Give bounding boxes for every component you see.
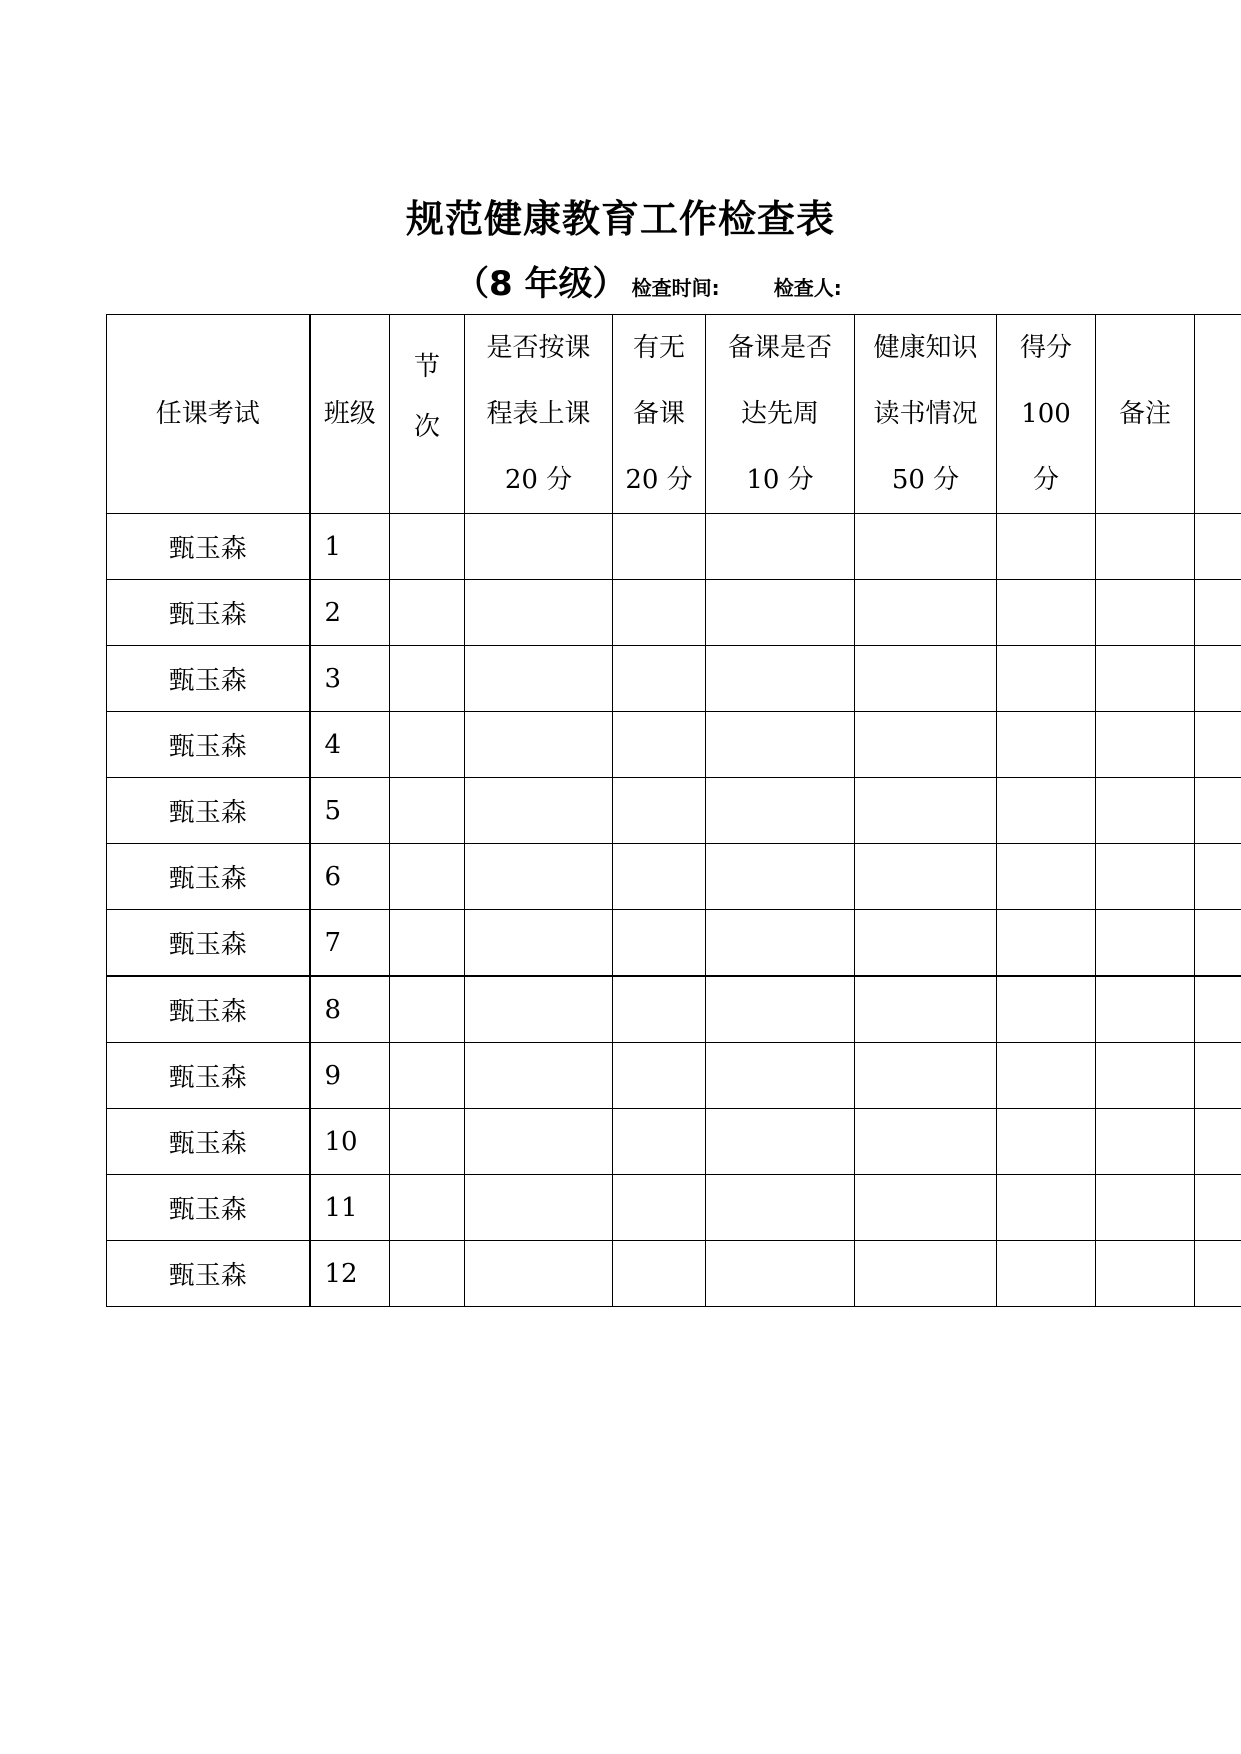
- empty-cell: [1096, 580, 1195, 646]
- class-cell: 3: [310, 646, 390, 712]
- header-text: 100: [1021, 399, 1071, 429]
- empty-cell: [465, 1043, 613, 1109]
- header-text: 节: [413, 352, 440, 382]
- header-text: 得分: [1019, 333, 1072, 363]
- empty-cell: [613, 778, 706, 844]
- empty-cell: [1195, 1043, 1241, 1109]
- table-row: [107, 580, 1241, 646]
- teacher-cell: 甄玉森: [107, 976, 310, 1043]
- header-text: 分: [1032, 465, 1059, 495]
- empty-cell: [1195, 712, 1241, 778]
- header-cell-extra: [1195, 315, 1241, 514]
- empty-cell: [390, 514, 465, 580]
- empty-cell: [997, 1175, 1096, 1241]
- teacher-cell: 甄玉森: [107, 646, 310, 712]
- empty-cell: [706, 514, 855, 580]
- table-row: [107, 1043, 1241, 1109]
- inspector-label: 检查人:: [773, 276, 842, 300]
- header-text: 备课是否: [727, 333, 832, 363]
- empty-cell: [613, 844, 706, 910]
- empty-cell: [1096, 1109, 1195, 1175]
- empty-cell: [465, 514, 613, 580]
- empty-cell: [855, 844, 997, 910]
- empty-cell: [1195, 646, 1241, 712]
- header-text: 任课考试: [155, 399, 260, 429]
- empty-cell: [613, 910, 706, 977]
- teacher-cell: 甄玉森: [107, 514, 310, 580]
- teacher-cell: 甄玉森: [107, 1241, 310, 1307]
- empty-cell: [613, 1109, 706, 1175]
- class-cell: 4: [310, 712, 390, 778]
- empty-cell: [855, 712, 997, 778]
- empty-cell: [1096, 712, 1195, 778]
- header-cell-on-schedule: [465, 315, 613, 514]
- empty-cell: [390, 976, 465, 1043]
- empty-cell: [613, 1175, 706, 1241]
- empty-cell: [1195, 580, 1241, 646]
- empty-cell: [1195, 844, 1241, 910]
- empty-cell: [1096, 1241, 1195, 1307]
- class-cell: 8: [310, 976, 390, 1043]
- teacher-cell: 甄玉森: [107, 580, 310, 646]
- teacher-cell: 甄玉森: [107, 1175, 310, 1241]
- table-body: [107, 315, 1241, 1307]
- empty-cell: [1195, 910, 1241, 977]
- empty-cell: [706, 580, 855, 646]
- teacher-cell: 甄玉森: [107, 778, 310, 844]
- empty-cell: [390, 580, 465, 646]
- inspection-table: [106, 314, 1241, 1307]
- empty-cell: [997, 580, 1096, 646]
- header-text: 有无: [632, 333, 685, 363]
- empty-cell: [855, 646, 997, 712]
- empty-cell: [997, 976, 1096, 1043]
- empty-cell: [613, 1241, 706, 1307]
- empty-cell: [1096, 646, 1195, 712]
- empty-cell: [706, 712, 855, 778]
- empty-cell: [1195, 1175, 1241, 1241]
- table-row: [107, 646, 1241, 712]
- empty-cell: [1195, 1109, 1241, 1175]
- check-time-label: 检查时间:: [631, 276, 720, 300]
- empty-cell: [1096, 1175, 1195, 1241]
- empty-cell: [1195, 514, 1241, 580]
- teacher-cell: 甄玉森: [107, 1109, 310, 1175]
- header-cell-lesson-prep: [613, 315, 706, 514]
- table-row: [107, 1175, 1241, 1241]
- header-text: 备课: [632, 399, 685, 429]
- grade-label: （8 年级）: [455, 264, 627, 304]
- empty-cell: [997, 1241, 1096, 1307]
- header-text: 健康知识: [873, 333, 978, 363]
- empty-cell: [465, 1109, 613, 1175]
- empty-cell: [997, 1043, 1096, 1109]
- teacher-cell: 甄玉森: [107, 1043, 310, 1109]
- empty-cell: [855, 1109, 997, 1175]
- empty-cell: [706, 844, 855, 910]
- empty-cell: [706, 778, 855, 844]
- table-row: [107, 976, 1241, 1043]
- header-text: 读书情况: [873, 399, 978, 429]
- class-cell: 12: [310, 1241, 390, 1307]
- header-text: 20 分: [504, 465, 573, 495]
- empty-cell: [465, 712, 613, 778]
- header-text: 10 分: [746, 465, 814, 495]
- empty-cell: [997, 712, 1096, 778]
- empty-cell: [390, 910, 465, 977]
- header-cell-remarks: [1096, 315, 1195, 514]
- empty-cell: [706, 910, 855, 977]
- table-row: [107, 1241, 1241, 1307]
- class-cell: 11: [310, 1175, 390, 1241]
- class-cell: 2: [310, 580, 390, 646]
- empty-cell: [465, 844, 613, 910]
- table-header-row: [107, 315, 1241, 514]
- empty-cell: [706, 1109, 855, 1175]
- empty-cell: [1096, 778, 1195, 844]
- empty-cell: [1195, 976, 1241, 1043]
- empty-cell: [465, 646, 613, 712]
- empty-cell: [390, 646, 465, 712]
- empty-cell: [390, 844, 465, 910]
- teacher-cell: 甄玉森: [107, 844, 310, 910]
- empty-cell: [997, 844, 1096, 910]
- empty-cell: [465, 1175, 613, 1241]
- empty-cell: [1096, 514, 1195, 580]
- empty-cell: [855, 778, 997, 844]
- empty-cell: [997, 1109, 1096, 1175]
- subtitle-line: [455, 256, 842, 305]
- empty-cell: [997, 778, 1096, 844]
- empty-cell: [613, 580, 706, 646]
- class-cell: 5: [310, 778, 390, 844]
- empty-cell: [706, 646, 855, 712]
- table-row: [107, 910, 1241, 977]
- teacher-cell: 甄玉森: [107, 712, 310, 778]
- empty-cell: [706, 1043, 855, 1109]
- header-text: 是否按课: [486, 333, 591, 363]
- empty-cell: [390, 1241, 465, 1307]
- empty-cell: [855, 976, 997, 1043]
- header-text: 备注: [1118, 399, 1171, 429]
- empty-cell: [706, 976, 855, 1043]
- header-cell-period: [390, 315, 465, 514]
- empty-cell: [1096, 910, 1195, 977]
- table-row: [107, 712, 1241, 778]
- empty-cell: [855, 910, 997, 977]
- empty-cell: [390, 1043, 465, 1109]
- empty-cell: [706, 1241, 855, 1307]
- empty-cell: [1096, 844, 1195, 910]
- empty-cell: [613, 646, 706, 712]
- empty-cell: [390, 1175, 465, 1241]
- header-text: 20 分: [625, 465, 693, 495]
- header-text: 班级: [323, 399, 376, 429]
- empty-cell: [997, 514, 1096, 580]
- teacher-cell: 甄玉森: [107, 910, 310, 977]
- table-row: [107, 778, 1241, 844]
- empty-cell: [1195, 1241, 1241, 1307]
- empty-cell: [855, 1241, 997, 1307]
- empty-cell: [465, 580, 613, 646]
- empty-cell: [1096, 1043, 1195, 1109]
- empty-cell: [855, 580, 997, 646]
- header-cell-teacher: [107, 315, 310, 514]
- empty-cell: [613, 1043, 706, 1109]
- empty-cell: [1096, 976, 1195, 1043]
- empty-cell: [855, 1175, 997, 1241]
- class-cell: 1: [310, 514, 390, 580]
- header-text: 程表上课: [486, 399, 591, 429]
- empty-cell: [390, 1109, 465, 1175]
- table-row: [107, 514, 1241, 580]
- empty-cell: [997, 910, 1096, 977]
- empty-cell: [613, 712, 706, 778]
- empty-cell: [390, 778, 465, 844]
- header-cell-prep-ahead: [706, 315, 855, 514]
- header-cell-class: [310, 315, 390, 514]
- header-cell-health-reading: [855, 315, 997, 514]
- page-title: 规范健康教育工作检查表: [405, 197, 835, 241]
- header-cell-score: [997, 315, 1096, 514]
- class-cell: 10: [310, 1109, 390, 1175]
- empty-cell: [855, 1043, 997, 1109]
- header-text: 50 分: [891, 465, 960, 495]
- empty-cell: [855, 514, 997, 580]
- class-cell: 7: [310, 910, 390, 977]
- class-cell: 6: [310, 844, 390, 910]
- header-text: 次: [413, 412, 440, 442]
- empty-cell: [465, 910, 613, 977]
- table-row: [107, 1109, 1241, 1175]
- table-row: [107, 844, 1241, 910]
- class-cell: 9: [310, 1043, 390, 1109]
- empty-cell: [465, 976, 613, 1043]
- empty-cell: [613, 976, 706, 1043]
- header-text: 达先周: [740, 399, 819, 429]
- empty-cell: [465, 778, 613, 844]
- empty-cell: [613, 514, 706, 580]
- empty-cell: [706, 1175, 855, 1241]
- empty-cell: [390, 712, 465, 778]
- empty-cell: [997, 646, 1096, 712]
- empty-cell: [1195, 778, 1241, 844]
- empty-cell: [465, 1241, 613, 1307]
